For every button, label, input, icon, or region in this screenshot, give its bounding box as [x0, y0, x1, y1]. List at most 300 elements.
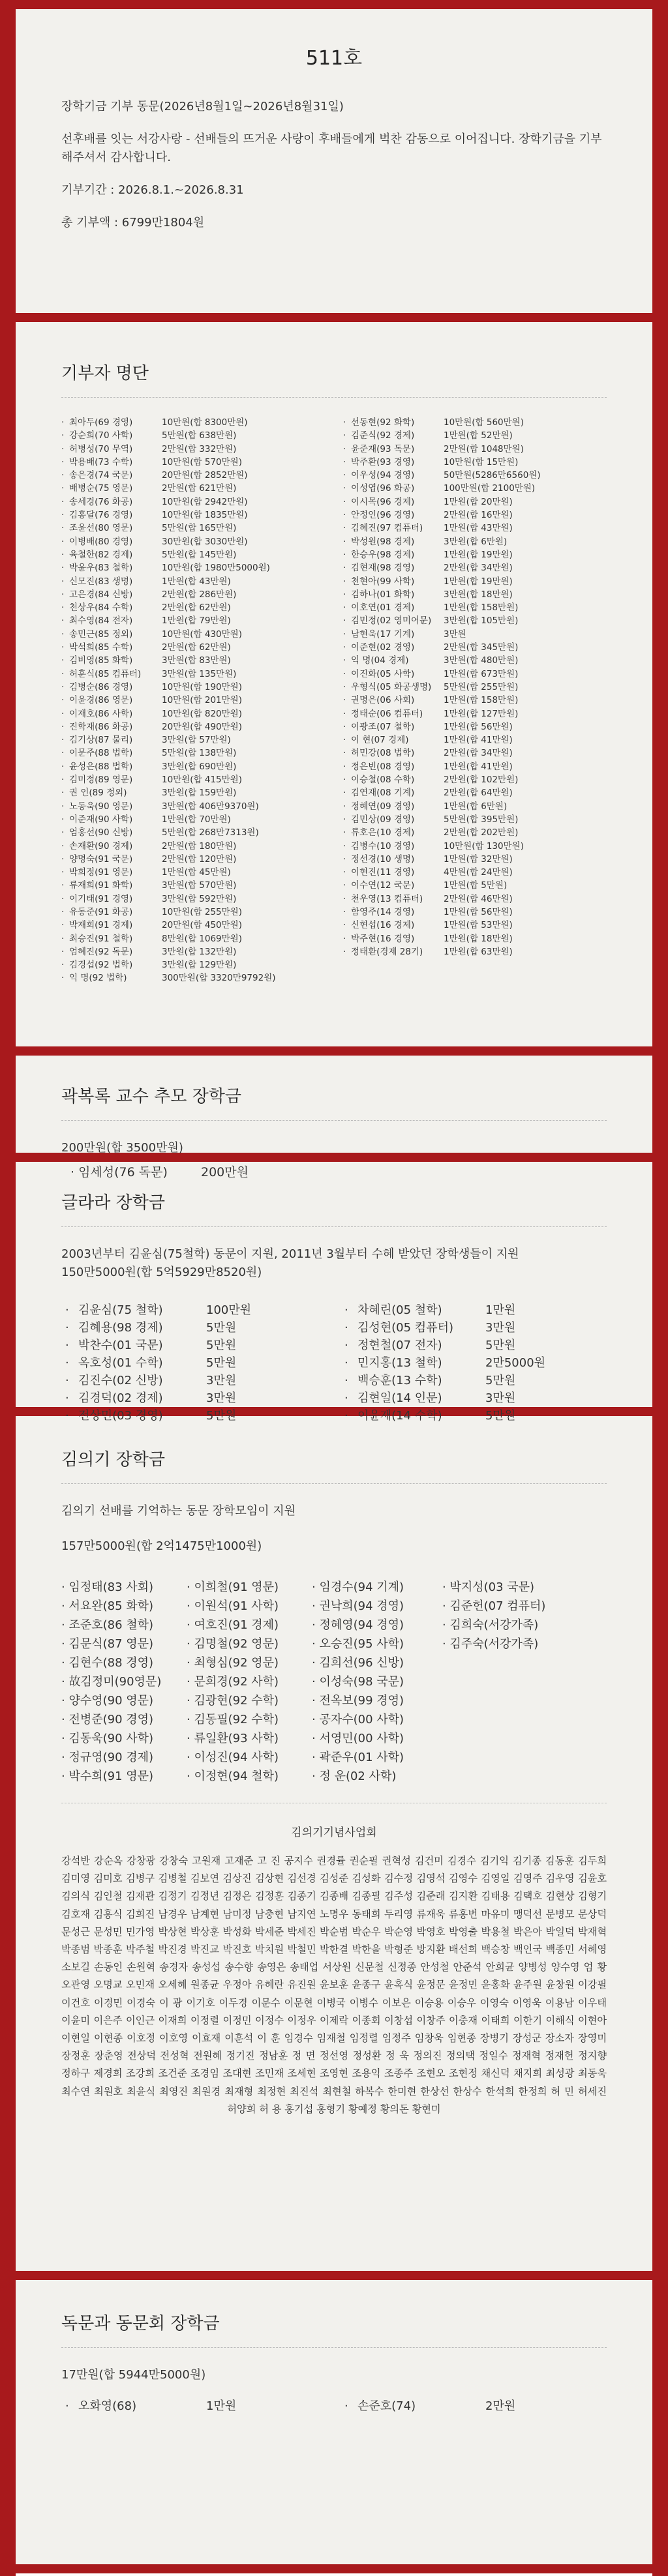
donor-amount: 10만원(합 15만원) — [444, 456, 519, 467]
donor-amount: 2만원(합 621만원) — [162, 483, 237, 494]
bullet: · — [65, 1356, 69, 1370]
donor-row — [61, 786, 325, 799]
kimuigi-donor-name: 정혜영(94 경영) — [319, 1618, 404, 1632]
donor-row — [343, 826, 607, 839]
bullet: · — [61, 1675, 69, 1689]
donor-name: 권명은(06 사회) — [351, 695, 415, 706]
kimuigi-donor-name: 류일환(93 사학) — [194, 1732, 279, 1745]
bullet: · — [61, 761, 65, 772]
donor-amount: 1만원(합 63만원) — [444, 946, 513, 957]
donor-name: 천현아(99 사학) — [351, 576, 415, 587]
bullet: · — [343, 788, 346, 799]
donor-amount: 8만원(합 1069만원) — [162, 933, 242, 944]
donor-row — [61, 720, 325, 733]
bullet: · — [61, 973, 65, 984]
bullet: · — [61, 1656, 69, 1670]
bullet: · — [343, 523, 346, 534]
donor-name: 오화영(68) — [78, 2399, 137, 2413]
donor-amount: 3만원(합 570만원) — [162, 880, 237, 891]
donor-amount: 3만원 — [485, 1391, 516, 1405]
donor-row — [343, 773, 607, 786]
donor-amount: 1만원(합 32만원) — [444, 853, 513, 865]
bullet: · — [343, 470, 346, 481]
kimuigi-donor-name: 여호진(91 경제) — [194, 1618, 279, 1632]
donor-name: 김진수(02 신방) — [78, 1374, 163, 1387]
bullet: · — [61, 523, 65, 534]
donor-name: 엄혜진(92 독문) — [69, 946, 133, 957]
kimuigi-donor — [61, 1597, 187, 1616]
donor-amount: 5만원 — [485, 1374, 516, 1387]
kimuigi-donor — [187, 1597, 312, 1616]
kimuigi-donor — [187, 1635, 312, 1653]
donor-name: 이병배(80 경영) — [69, 536, 133, 547]
glara-donor-grid — [61, 1301, 607, 1425]
donor-row — [343, 601, 607, 614]
donor-row — [61, 1372, 327, 1389]
donor-amount: 5만원(합 395만원) — [444, 814, 519, 825]
kimuigi-donor-name: 전옥보(99 경영) — [319, 1694, 404, 1708]
bullet: · — [61, 430, 65, 441]
donor-name: 이기태(91 경영) — [69, 893, 133, 904]
donor-name: 이윤재(14 수학) — [357, 1409, 442, 1423]
bullet: · — [61, 880, 65, 891]
kimuigi-donor — [442, 1578, 586, 1597]
donor-name: 김병순(86 경영) — [69, 681, 133, 692]
bullet: · — [343, 681, 346, 692]
donor-row — [343, 853, 607, 866]
donor-name: 함영주(14 경영) — [351, 906, 415, 917]
kimuigi-donor-name: 김문식(87 영문) — [68, 1637, 154, 1651]
donor-name: 윤준재(93 독문) — [351, 443, 415, 454]
donor-row — [343, 681, 607, 694]
donor-name: 김비영(85 화학) — [69, 655, 133, 666]
donor-name: 김미정(89 영문) — [69, 775, 133, 786]
bullet: · — [61, 536, 65, 547]
bullet: · — [343, 629, 346, 640]
donor-name: 최승진(91 철학) — [69, 933, 133, 944]
bullet: · — [61, 775, 65, 786]
donor-name: 정태환(경제 28기) — [351, 946, 423, 957]
kimuigi-donor-name: 최형심(92 영문) — [194, 1656, 279, 1670]
memorial-section — [16, 1056, 652, 1179]
donor-amount: 10만원(합 2942만원) — [162, 496, 248, 507]
bullet: · — [343, 761, 346, 772]
glara-total: 150만5000원(합 5억5929만8520원) — [61, 1266, 262, 1279]
donor-row — [343, 654, 607, 667]
donor-name: 송은경(74 국문) — [69, 470, 133, 481]
donor-name: 이재호(86 사학) — [69, 708, 133, 719]
donor-row — [341, 1389, 607, 1407]
bullet: · — [343, 880, 346, 891]
donor-amount: 3만원(합 406만9370원) — [162, 801, 259, 812]
donor-row — [343, 535, 607, 548]
donor-name: 익 명(92 법학) — [69, 973, 127, 984]
donor-name: 백승훈(13 수학) — [357, 1374, 442, 1387]
kimuigi-donor-name: 김희선(96 신방) — [319, 1656, 404, 1670]
bullet: · — [61, 576, 65, 587]
bullet: · — [312, 1580, 320, 1594]
issue-subtitle: 장학기금 기부 동문(2026년8월1일~2026년8월31일) — [61, 100, 344, 113]
donor-amount: 2만원(합 180만원) — [162, 840, 237, 851]
bullet: · — [312, 1694, 320, 1708]
kimuigi-donor — [312, 1691, 442, 1710]
kimuigi-donor-name: 조준호(86 철학) — [68, 1618, 154, 1632]
donor-row — [61, 496, 325, 509]
donor-name: 김준식(92 경제) — [351, 430, 415, 441]
bullet: · — [312, 1599, 320, 1613]
bullet: · — [61, 1580, 69, 1594]
kimuigi-donor — [312, 1578, 442, 1597]
bullet: · — [61, 735, 65, 746]
donor-name: 권 인(89 정외) — [69, 788, 127, 799]
donor-name: 정은빈(08 경영) — [351, 761, 415, 772]
kimuigi-donor-name: 공자수(00 사학) — [319, 1713, 404, 1726]
donor-name: 남현욱(17 기계) — [351, 629, 415, 640]
donor-name: 정혜연(09 경영) — [351, 801, 415, 812]
bullet: · — [442, 1580, 450, 1594]
bullet: · — [343, 496, 346, 507]
donor-row — [61, 654, 325, 667]
donor-amount: 20만원(합 450만원) — [162, 920, 242, 931]
donor-amount: 1만원(합 52만원) — [444, 430, 513, 441]
kimuigi-donor-name: 임정태(83 사회) — [68, 1580, 154, 1594]
donor-amount: 1만원 — [206, 2399, 237, 2413]
donor-row — [343, 469, 607, 482]
donor-row — [343, 760, 607, 773]
bullet: · — [343, 840, 346, 851]
donor-name: 신현섭(16 경제) — [351, 920, 415, 931]
donor-name: 배병순(75 영문) — [69, 483, 133, 494]
donor-row — [61, 575, 325, 588]
donor-name: 김성현(05 컴퓨터) — [357, 1321, 453, 1335]
donor-row — [61, 1319, 327, 1337]
donor-name: 이문주(88 법학) — [69, 748, 133, 759]
bullet: · — [65, 1339, 69, 1352]
donor-name: 정선경(10 생명) — [351, 853, 415, 865]
donor-amount: 3만원(합 18만원) — [444, 589, 513, 600]
bullet: · — [187, 1580, 194, 1594]
kimuigi-donor — [312, 1616, 442, 1635]
donor-list-section — [16, 322, 652, 1056]
bullet: · — [61, 748, 65, 759]
donor-row — [61, 601, 325, 614]
donor-column-right — [343, 416, 607, 985]
donor-amount: 20만원(합 490만원) — [162, 721, 242, 732]
donor-name: 박용배(73 수학) — [69, 456, 133, 467]
bullet: · — [344, 1339, 348, 1352]
donor-row — [61, 1337, 327, 1354]
memorial-donor-name: · 임세성(76 독문) — [70, 1165, 168, 1179]
donor-row — [61, 800, 325, 813]
donor-amount: 2만원(합 102만원) — [444, 775, 519, 786]
donor-row — [61, 945, 325, 958]
donor-column-left — [61, 416, 325, 985]
donor-row — [61, 813, 325, 826]
bullet: · — [343, 735, 346, 746]
kimuigi-donor-name: 이원석(91 사학) — [194, 1599, 279, 1613]
donor-amount: 10만원(합 130만원) — [444, 840, 524, 851]
donor-name: 차혜린(05 철학) — [357, 1303, 442, 1317]
bullet: · — [65, 1409, 69, 1423]
alumni-total: 17만원(합 5944만5000원) — [61, 2368, 206, 2382]
donor-name: 박윤우(83 철학) — [69, 563, 133, 574]
bullet: · — [343, 748, 346, 759]
donor-amount: 2만원(합 16만원) — [444, 510, 513, 521]
donor-name: 김민상(09 경영) — [351, 814, 415, 825]
donor-row — [343, 641, 607, 654]
donor-name: 허병성(70 무역) — [69, 443, 133, 454]
kimuigi-donor — [61, 1616, 187, 1635]
kimuigi-column — [442, 1578, 586, 1786]
donor-amount: 3만원(합 57만원) — [162, 735, 231, 746]
alumni-column-left — [61, 2397, 327, 2415]
bullet: · — [343, 933, 346, 944]
donor-amount: 1만원(합 6만원) — [444, 801, 508, 812]
donor-name: 이호연(01 경제) — [351, 602, 415, 614]
kimuigi-donor-name: 임경수(94 기계) — [319, 1580, 404, 1594]
bullet: · — [65, 1303, 69, 1317]
kimuigi-donor-name: 박지성(03 국문) — [449, 1580, 535, 1594]
donor-row — [61, 588, 325, 601]
donor-name: 이승철(08 수학) — [351, 775, 415, 786]
donor-amount: 1만원(합 79만원) — [162, 615, 231, 627]
donor-amount: 100만원 — [206, 1303, 252, 1317]
donor-amount: 1만원(합 673만원) — [444, 668, 519, 679]
bullet: · — [187, 1751, 194, 1764]
bullet: · — [343, 668, 346, 679]
donor-name: 한승우(98 경제) — [351, 549, 415, 560]
bullet: · — [61, 906, 65, 917]
donor-row — [61, 958, 325, 971]
donor-row — [343, 548, 607, 561]
bullet: · — [61, 721, 65, 732]
issue-total: 총 기부액 : 6799만1804원 — [61, 216, 205, 229]
donor-amount: 10만원(합 255만원) — [162, 906, 242, 917]
donor-name: 민지홍(13 철학) — [357, 1356, 442, 1370]
donor-amount: 3만원(합 159만원) — [162, 788, 237, 799]
donor-name: 최수영(84 전자) — [69, 615, 133, 627]
donor-row — [61, 668, 325, 681]
donor-name: 송민근(85 정외) — [69, 629, 133, 640]
kimuigi-donor-name: 박수희(91 영문) — [68, 1769, 154, 1783]
donor-row — [61, 482, 325, 495]
donor-row — [61, 641, 325, 654]
donor-grid — [61, 416, 607, 985]
bullet: · — [61, 483, 65, 494]
bullet: · — [312, 1769, 320, 1783]
kimuigi-donor — [61, 1729, 187, 1748]
kimuigi-donor — [312, 1748, 442, 1767]
issue-header — [16, 9, 652, 322]
bullet: · — [61, 893, 65, 904]
donor-amount: 10만원(합 8300만원) — [162, 417, 248, 428]
kimuigi-donor-name: 김희숙(서강가족) — [449, 1618, 539, 1632]
donor-amount: 10만원(합 415만원) — [162, 775, 242, 786]
donor-amount: 5만원(합 638만원) — [162, 430, 237, 441]
issue-thanks: 선후배를 잇는 서강사랑 - 선배들의 뜨거운 사랑이 후배들에게 벅찬 감동으로 이어집니다. 장학기금을 기부해주셔서 감사합니다. — [61, 132, 602, 164]
donor-row — [343, 429, 607, 442]
donor-name: 이우성(94 경영) — [351, 470, 415, 481]
donor-row — [61, 2397, 327, 2415]
donor-row — [61, 879, 325, 892]
alumni-column-right — [341, 2397, 607, 2415]
donor-row — [341, 1319, 607, 1337]
donor-row — [61, 747, 325, 760]
bullet: · — [343, 867, 346, 878]
memorial-total: 200만원(합 3500만원) — [61, 1141, 183, 1155]
donor-row — [61, 469, 325, 482]
bullet: · — [61, 1769, 69, 1783]
bullet: · — [344, 1409, 348, 1423]
kimuigi-donor-grid — [61, 1578, 607, 1786]
memorial-title: 곽복록 교수 추모 장학금 — [61, 1087, 241, 1106]
bullet: · — [61, 1732, 69, 1745]
donor-amount: 1만원(합 56만원) — [444, 906, 513, 917]
donor-row — [341, 1407, 607, 1425]
donor-name: 육철한(82 경제) — [69, 549, 133, 560]
donor-amount: 5만원(합 165만원) — [162, 523, 237, 534]
donor-name: 손재환(90 경제) — [69, 840, 133, 851]
donor-name: 천우영(13 컴퓨터) — [351, 893, 423, 904]
glara-title: 글라라 장학금 — [61, 1193, 165, 1213]
donor-amount: 2만원 — [485, 2399, 516, 2413]
kimuigi-column — [187, 1578, 312, 1786]
donor-name: 김연재(08 기계) — [351, 788, 415, 799]
donor-name: 박주환(93 경영) — [351, 456, 415, 467]
bullet: · — [187, 1732, 194, 1745]
donor-row — [343, 747, 607, 760]
donor-name: 이시목(96 경제) — [351, 496, 415, 507]
bullet: · — [343, 642, 346, 653]
bullet: · — [343, 536, 346, 547]
donor-name: 이수연(12 국문) — [351, 880, 415, 891]
glara-column-left — [61, 1301, 327, 1425]
donor-row — [343, 893, 607, 906]
bullet: · — [61, 456, 65, 467]
alumni-donor-grid — [61, 2397, 607, 2415]
bullet: · — [61, 642, 65, 653]
donor-name: 강순희(70 사학) — [69, 430, 133, 441]
donor-amount: 5만원 — [485, 1339, 516, 1352]
donor-amount: 1만원(합 19만원) — [444, 549, 513, 560]
donor-amount: 10만원(합 1980만5000원) — [162, 563, 270, 574]
donor-amount: 3만원 — [444, 629, 466, 640]
donor-amount: 2만원(합 120만원) — [162, 853, 237, 865]
donor-name: 이 현(07 경제) — [351, 735, 409, 746]
donor-amount: 2만5000원 — [485, 1356, 546, 1370]
bullet: · — [343, 576, 346, 587]
donor-amount: 10만원(합 201만원) — [162, 695, 242, 706]
donor-amount: 1만원(합 158만원) — [444, 695, 519, 706]
donor-name: 윤성은(88 법학) — [69, 761, 133, 772]
donor-name: 이준재(90 사학) — [69, 814, 133, 825]
alumni-section — [16, 2280, 652, 2573]
kimuigi-column — [61, 1578, 187, 1786]
donor-amount: 2만원(합 332만원) — [162, 443, 237, 454]
donor-amount: 50만원(5286만6560원) — [444, 470, 541, 481]
bullet: · — [61, 417, 65, 428]
issue-title: 511호 — [305, 47, 363, 70]
kimuigi-group-names: 강석반 강순옥 강창광 강창숙 고원재 고재준 고 진 공지수 권경률 권순필 권혁성 김건미 김경수 김기익 김기종 김동훈 김두희 김미영 김미호 김병구 김병철 김보연 김상진 김상현 김선경 김성준 김성화 김수정 김영석 김영수 김영일 김영주 김우영 김윤호 김의식 김인철 김재관 김정기 김정년 김정은 김정훈 김종기 김종배 김종필 김주성 김준래 김지환 김태용 김택호 김현상 김형기 김호재 김홍식 김희진 남경우 남계현 남미정 남충현 남지연 노명우 동태희 두리영 류재욱 류홍번 마유미 맹덕선 문병모 문상덕 문성근 문성민 민가영 박상현 박상훈 박성화 박세준 박세진 박순범 박순우 박순영 박영호 박영출 박용철 박은아 박일덕 박재혁 박종범 박종훈 박주철 박진경 박진교 박진호 박치원 박철민 박한결 박한울 박형준 방지환 배선희 백승창 백인국 백종민 서혜영 소보길 손동인 손원혁 송경자 송성섭 송수향 송영은 송태업 서상원 신문철 신정종 안성철 안준석 안희균 양병성 양수영 엄 황 오관영 오명교 오민재 오세혜 원종균 우정아 유혜란 유진원 윤보훈 윤종구 윤혹식 윤정문 윤정민 윤홍화 윤주원 윤창원 이강필 이건호 이경민 이경숙 이 광 이기호 이두경 이문수 이문현 이병국 이병수 이보은 이승용 이승우 이영숙 이영욱 이용남 이우태 이윤미 이은주 이인근 이재희 이정렬 이정민 이정수 이정우 이제락 이종회 이창섭 이창주 이충재 이태희 이한기 이해식 이현아 이현일 이현종 이호정 이호영 이효재 이훈석 이 훈 임경수 임재철 임정렬 임정주 임창욱 임현종 장병기 장성군 장소자 장영미 장정훈 장춘영 전상덕 전성혁 전원혜 정기진 정남훈 정 면 정선영 정성환 정 욱 정의진 정의택 정일수 정재혁 정재헌 정지향 정하구 제경희 조강희 조건준 조경임 조대현 조민재 조세현 조영현 조용익 조종주 조현오 조현정 채신덕 채지희 최성광 최동욱 최수연 최원호 최윤식 최영진 최원경 최재형 최정현 최진석 최현철 하복수 한미현 한상선 한상수 한석희 한정희 허 민 허세진 허양희 허 용 홍기섭 홍형기 황예정 황의돈 황현미 — [61, 1855, 607, 2115]
kimuigi-donor-name: 김광현(92 수학) — [194, 1694, 279, 1708]
kimuigi-donor — [312, 1672, 442, 1691]
donor-row — [61, 628, 325, 641]
donor-amount: 1만원(합 127만원) — [444, 708, 519, 719]
kimuigi-column — [312, 1578, 442, 1786]
kimuigi-donor-name: 문희경(92 사학) — [194, 1675, 279, 1689]
bullet: · — [61, 549, 65, 560]
donor-name: 박찬수(01 국문) — [78, 1339, 163, 1352]
bullet: · — [344, 1321, 348, 1335]
bullet: · — [61, 496, 65, 507]
donor-row — [343, 614, 607, 627]
kimuigi-donor-name: 서영민(00 사학) — [319, 1732, 404, 1745]
kimuigi-donor — [187, 1748, 312, 1767]
donor-amount: 5만원(합 145만원) — [162, 549, 237, 560]
donor-row — [343, 443, 607, 456]
bullet: · — [343, 549, 346, 560]
donor-name: 엄홍선(90 신방) — [69, 827, 133, 838]
kimuigi-donor — [61, 1653, 187, 1672]
donor-name: 김기상(87 물리) — [69, 735, 133, 746]
donor-amount: 5만원 — [206, 1409, 237, 1423]
bullet: · — [312, 1637, 320, 1651]
donor-row — [343, 945, 607, 958]
kimuigi-donor-name: 이성진(94 사학) — [194, 1751, 279, 1764]
bullet: · — [65, 1321, 69, 1335]
kimuigi-donor — [312, 1767, 442, 1786]
kimuigi-donor — [61, 1672, 187, 1691]
donor-name: 김경섭(92 법학) — [69, 960, 133, 971]
donor-name: 김혜진(97 컴퓨터) — [351, 523, 423, 534]
donor-name: 노동욱(90 영문) — [69, 801, 133, 812]
donor-amount: 100만원(합 2100만원) — [444, 483, 536, 494]
donor-row — [61, 1407, 327, 1425]
kimuigi-donor-name: 정 운(02 사학) — [319, 1769, 397, 1783]
donor-row — [343, 416, 607, 429]
bullet: · — [61, 470, 65, 481]
donor-row — [341, 2397, 607, 2415]
kimuigi-donor — [187, 1672, 312, 1691]
bullet: · — [61, 801, 65, 812]
donor-name: 송세경(76 화공) — [69, 496, 133, 507]
donor-row — [343, 919, 607, 932]
donor-amount: 20만원(합 2852만원) — [162, 470, 248, 481]
glara-section — [16, 1162, 652, 1423]
kimuigi-donor-name: 전병준(90 경영) — [68, 1713, 154, 1726]
kimuigi-desc: 김의기 선배를 기억하는 동문 장학모임이 지원 — [61, 1504, 296, 1518]
bullet: · — [344, 1374, 348, 1387]
bullet: · — [61, 668, 65, 679]
donor-name: 조윤선(80 영문) — [69, 523, 133, 534]
donor-name: 진학재(86 화공) — [69, 721, 133, 732]
donor-amount: 5만원 — [206, 1339, 237, 1352]
donor-row — [61, 971, 325, 985]
donor-amount: 2만원(합 345만원) — [444, 642, 519, 653]
glara-column-right — [341, 1301, 607, 1425]
donor-amount: 3만원(합 129만원) — [162, 960, 237, 971]
donor-amount: 5만원(합 268만7313원) — [162, 827, 259, 838]
bullet: · — [187, 1599, 194, 1613]
donor-name: 허민강(08 법학) — [351, 748, 415, 759]
donor-name: 박희정(91 영문) — [69, 867, 133, 878]
kimuigi-donor — [442, 1597, 586, 1616]
bullet: · — [343, 906, 346, 917]
donor-row — [343, 879, 607, 892]
kimuigi-group-title: 김의기기념사업회 — [291, 1826, 377, 1839]
donor-row — [343, 840, 607, 853]
kimuigi-donor — [187, 1653, 312, 1672]
